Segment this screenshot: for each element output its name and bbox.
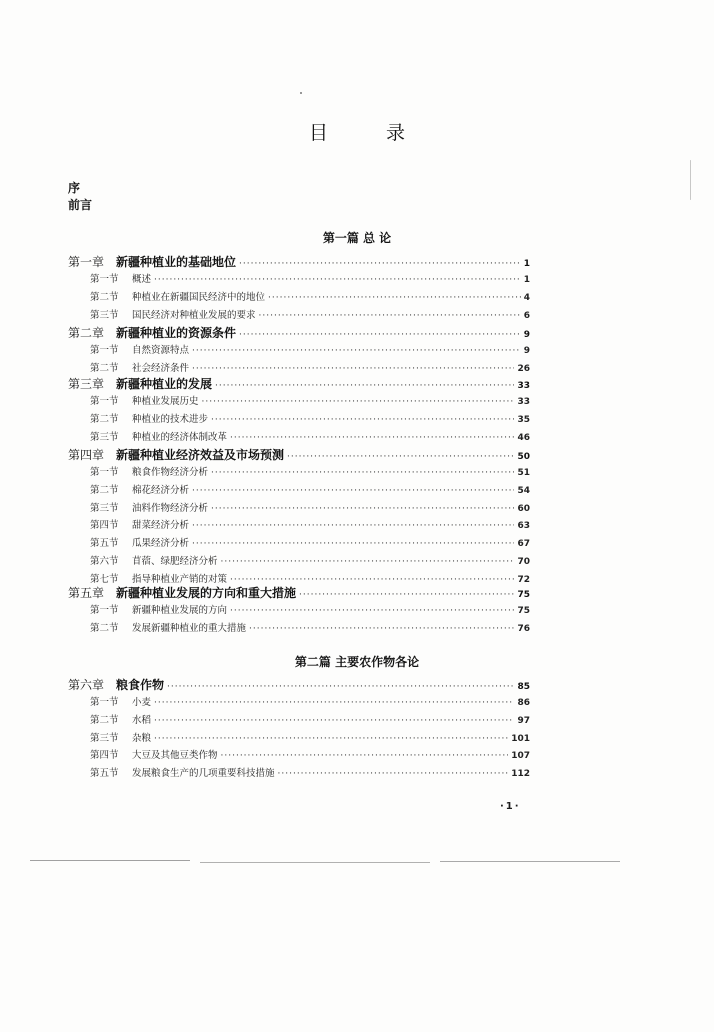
section-title: 社会经济条件 [132, 362, 190, 374]
page-title: 目 录 [308, 122, 432, 144]
dot-leader [211, 412, 514, 428]
section-page-number: 4 [523, 292, 530, 303]
dot-leader [167, 679, 514, 695]
chapter-number: 第六章 [68, 678, 105, 692]
chapter-row [68, 376, 530, 392]
section-number: 第一节 [90, 345, 119, 356]
dot-leader [287, 449, 514, 465]
chapter-row [68, 325, 530, 341]
section-page-number: 51 [517, 468, 530, 478]
section-page-number: 46 [517, 432, 530, 443]
section-title: 种植业的经济体制改革 [132, 431, 228, 443]
section-page-number: 6 [523, 310, 530, 321]
section-title: 粮食作物经济分析 [132, 467, 209, 478]
dot-leader [211, 501, 514, 517]
section-page-number: 107 [511, 751, 530, 762]
chapter-number: 第一章 [68, 255, 105, 269]
section-row [90, 518, 530, 534]
section-number: 第四节 [90, 520, 119, 532]
chapter-number: 第二章 [68, 326, 105, 340]
section-row [90, 713, 530, 729]
section-page-number: 63 [517, 521, 530, 532]
chapter-page-number: 33 [517, 381, 530, 391]
section-page-number: 86 [517, 698, 530, 708]
dot-leader [221, 554, 515, 570]
front-matter-preface: 序 [68, 181, 81, 195]
section-row [90, 308, 530, 324]
scan-artifact-line [200, 862, 430, 863]
section-page-number: 112 [511, 769, 530, 780]
section-row [90, 272, 530, 288]
section-title: 小麦 [132, 697, 152, 708]
dot-leader [268, 290, 521, 306]
section-page-number: 35 [517, 414, 530, 425]
dot-leader [299, 587, 514, 603]
chapter-row [68, 677, 530, 693]
section-title: 种植业的技术进步 [132, 413, 209, 425]
dot-leader [211, 465, 514, 481]
chapter-title: 新疆种植业的资源条件 [116, 326, 237, 340]
dot-leader [249, 621, 514, 637]
section-title: 苜蓿、绿肥经济分析 [132, 556, 218, 567]
section-title: 发展新疆种植业的重大措施 [132, 622, 247, 634]
scan-speck [690, 160, 691, 200]
section-page-number: 33 [517, 397, 530, 407]
section-number: 第二节 [90, 714, 119, 726]
section-number: 第三节 [90, 732, 119, 744]
dot-leader [154, 713, 514, 729]
section-number: 第一节 [90, 467, 119, 478]
section-row [90, 621, 530, 637]
chapter-page-number: 75 [517, 590, 530, 600]
section-number: 第七节 [90, 573, 119, 585]
section-number: 第三节 [90, 309, 119, 321]
chapter-row [68, 585, 530, 601]
section-row [90, 766, 530, 782]
section-number: 第五节 [90, 538, 119, 550]
section-number: 第一节 [90, 396, 119, 407]
section-number: 第二节 [90, 291, 119, 303]
dot-leader [192, 361, 514, 377]
section-page-number: 54 [517, 485, 530, 496]
section-title: 水稻 [132, 714, 152, 726]
dot-leader [230, 603, 514, 619]
dot-leader [239, 327, 521, 343]
section-page-number: 75 [517, 606, 530, 616]
chapter-title: 粮食作物 [116, 678, 165, 692]
section-title: 甜菜经济分析 [132, 520, 190, 532]
section-title: 大豆及其他豆类作物 [132, 750, 218, 762]
section-page-number: 72 [517, 574, 530, 585]
section-row [90, 394, 530, 410]
dot-leader [154, 695, 514, 711]
section-number: 第三节 [90, 502, 119, 514]
part-heading: 第二篇 主要农作物各论 [294, 655, 420, 669]
front-matter-foreword: 前言 [68, 198, 93, 212]
chapter-number: 第三章 [68, 377, 105, 391]
scan-artifact-line [440, 861, 620, 862]
section-title: 杂粮 [132, 732, 152, 744]
section-title: 瓜果经济分析 [132, 538, 190, 550]
section-number: 第三节 [90, 431, 119, 443]
section-number: 第二节 [90, 622, 119, 634]
section-row [90, 343, 530, 359]
section-title: 油料作物经济分析 [132, 502, 209, 514]
chapter-title: 新疆种植业的发展 [116, 377, 213, 391]
chapter-page-number: 9 [523, 330, 530, 340]
section-title: 种植业在新疆国民经济中的地位 [132, 291, 266, 303]
section-page-number: 76 [517, 623, 530, 634]
chapter-row [68, 254, 530, 270]
dot-leader [192, 536, 514, 552]
chapter-title: 新疆种植业的基础地位 [116, 255, 237, 269]
section-title: 发展粮食生产的几项重要科技措施 [132, 768, 275, 780]
section-number: 第二节 [90, 484, 119, 496]
dot-leader [192, 518, 514, 534]
chapter-title: 新疆种植业经济效益及市场预测 [116, 448, 285, 462]
dot-leader [154, 272, 521, 288]
section-page-number: 70 [517, 557, 530, 567]
section-page-number: 67 [517, 539, 530, 550]
section-row [90, 695, 530, 711]
dot-leader [239, 256, 521, 272]
section-page-number: 97 [517, 715, 530, 726]
section-page-number: 60 [517, 503, 530, 514]
section-title: 新疆种植业发展的方向 [132, 605, 228, 616]
section-page-number: 26 [517, 363, 530, 374]
section-number: 第六节 [90, 556, 119, 567]
scan-speck [300, 92, 302, 94]
section-row [90, 748, 530, 764]
chapter-title: 新疆种植业发展的方向和重大措施 [116, 586, 297, 600]
section-number: 第一节 [90, 697, 119, 708]
chapter-number: 第五章 [68, 586, 105, 600]
section-title: 种植业发展历史 [132, 396, 199, 407]
section-number: 第一节 [90, 605, 119, 616]
section-row [90, 430, 530, 446]
section-title: 国民经济对种植业发展的要求 [132, 309, 256, 321]
section-row [90, 536, 530, 552]
section-page-number: 1 [523, 275, 530, 285]
section-number: 第二节 [90, 362, 119, 374]
section-title: 指导种植业产销的对策 [132, 573, 228, 585]
section-row [90, 483, 530, 499]
part-heading: 第一篇 总 论 [322, 231, 392, 245]
dot-leader [192, 343, 521, 359]
section-row [90, 361, 530, 377]
section-row [90, 501, 530, 517]
dot-leader [192, 483, 514, 499]
section-page-number: 101 [511, 733, 530, 744]
section-row [90, 603, 530, 619]
section-row [90, 731, 530, 747]
chapter-page-number: 50 [517, 452, 530, 462]
chapter-page-number: 85 [517, 682, 530, 692]
dot-leader [202, 394, 515, 410]
section-row [90, 554, 530, 570]
dot-leader [259, 308, 521, 324]
section-row [90, 290, 530, 306]
section-number: 第一节 [90, 274, 119, 285]
section-title: 自然资源特点 [132, 345, 190, 356]
section-number: 第五节 [90, 768, 119, 780]
section-row [90, 465, 530, 481]
section-page-number: 9 [523, 346, 530, 356]
section-title: 概述 [132, 274, 152, 285]
dot-leader [230, 430, 514, 446]
dot-leader [215, 378, 514, 394]
dot-leader [154, 731, 508, 747]
dot-leader [221, 748, 509, 764]
section-title: 棉花经济分析 [132, 484, 190, 496]
chapter-page-number: 1 [523, 259, 530, 269]
section-row [90, 412, 530, 428]
section-number: 第二节 [90, 413, 119, 425]
chapter-row [68, 447, 530, 463]
page-folio: ·1· [500, 801, 521, 812]
section-number: 第四节 [90, 750, 119, 762]
chapter-number: 第四章 [68, 448, 105, 462]
dot-leader [278, 766, 509, 782]
scan-artifact-line [30, 860, 190, 861]
